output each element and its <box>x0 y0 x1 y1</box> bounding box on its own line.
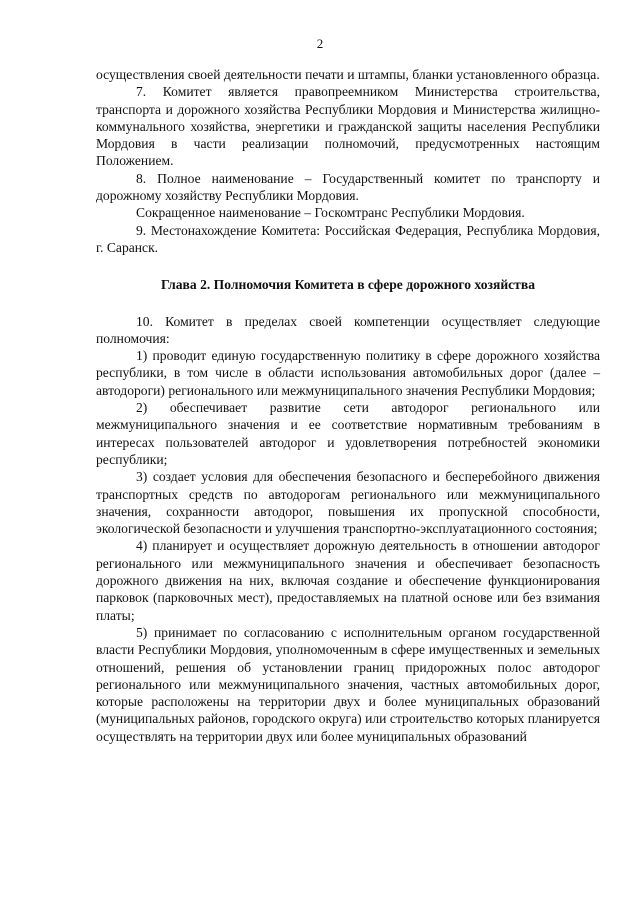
document-body <box>96 66 600 745</box>
paragraph-sub-1: 1) проводит единую государственную политику в сфере дорожного хозяйства республики, в том числе в области использования автомобильных дорог (далее – автодороги) регионального или межмуниципального значения Республики Мордовия; <box>96 348 600 398</box>
chapter-heading: Глава 2. Полномочия Комитета в сфере дорожного хозяйства <box>161 277 535 293</box>
paragraph-item-7: 7. Комитет является правопреемником Министерства строительства, транспорта и дорожного хозяйства Республики Мордовия и Министерства жилищно-коммунального хозяйства, энергетики и гражданской защиты населения Республики Мордовия в части реализации полномочий, предусмотренных настоящим Положением. <box>96 84 600 169</box>
paragraph-sub-5: 5) принимает по согласованию с исполнительным органом государственной власти Республики Мордовия, уполномоченным в сфере имущественных и земельных отношений, решения об установлении границ придорожных полос автодорог регионального или межмуниципального значения, частных автомобильных дорог, которые расположены на территории двух и более муниципальных образований (муниципальных районов, городского округа) или строительство которых планируется осуществлять на территории двух или более муниципальных образований <box>96 624 600 744</box>
paragraph-item-8: 8. Полное наименование – Государственный комитет по транспорту и дорожному хозяйству Республики Мордовия. <box>96 170 600 204</box>
paragraph-sub-3: 3) создает условия для обеспечения безопасного и бесперебойного движения транспортных средств по автодорогам регионального или межмуниципального значения, сохранности автодорог, повышения их пропускной способности, экологической безопасности и улучшения транспортно-эксплуатационного состояния; <box>96 469 600 537</box>
page-number: 2 <box>316 36 324 51</box>
paragraph-sub-2: 2) обеспечивает развитие сети автодорог регионального или межмуниципального значения и ее соответствие нормативным требованиям в интересах пользователей автодорог и удовлетворения потребностей экономики республики; <box>96 400 600 467</box>
paragraph-item-9: 9. Местонахождение Комитета: Российская Федерация, Республика Мордовия, г. Саранск. <box>96 222 600 255</box>
paragraph-item-10: 10. Комитет в пределах своей компетенции осуществляет следующие полномочия: <box>96 313 600 346</box>
section-before-heading <box>96 66 600 256</box>
paragraph-continuation: осуществления своей деятельности печати и штампы, бланки установленного образца. <box>96 67 600 82</box>
paragraph-short-name: Сокращенное наименование – Госкомтранс Республики Мордовия. <box>136 205 525 221</box>
section-after-heading <box>96 313 600 745</box>
paragraph-sub-4: 4) планирует и осуществляет дорожную деятельность в отношении автодорог регионального или межмуниципального значения и обеспечивает безопасность дорожного движения на них, включая создание и обеспечение функционирования парковок (парковочных мест), предоставляемых на платной основе или без взимания платы; <box>96 538 600 623</box>
